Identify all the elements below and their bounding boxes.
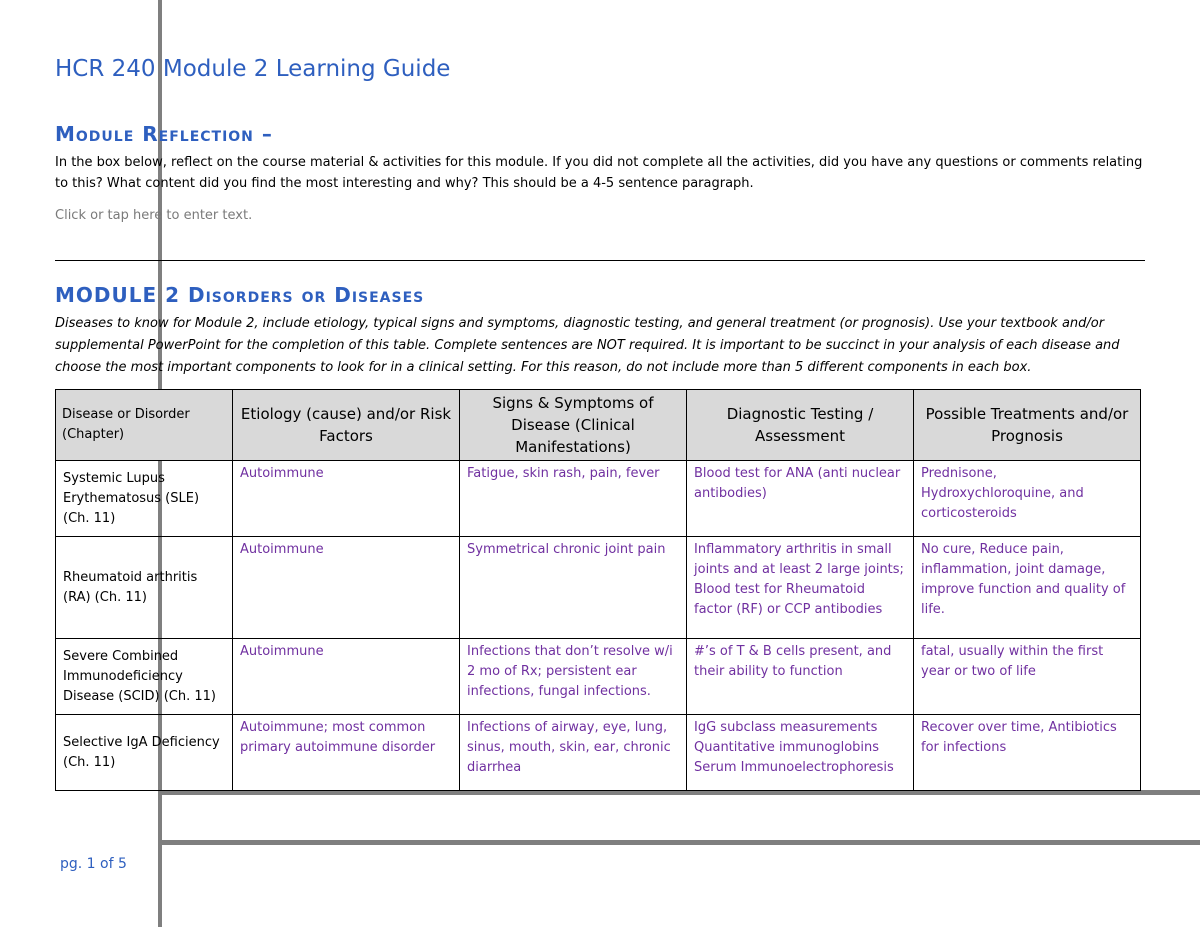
cell-etiology[interactable]: Autoimmune — [233, 639, 460, 715]
cell-etiology[interactable]: Autoimmune; most common primary autoimmune disorder — [233, 715, 460, 791]
header-disease: Disease or Disorder (Chapter) — [56, 390, 233, 461]
cell-etiology[interactable]: Autoimmune — [233, 461, 460, 537]
header-signs: Signs & Symptoms of Disease (Clinical Manifestations) — [460, 390, 687, 461]
table-row — [56, 639, 1141, 715]
cell-signs[interactable]: Fatigue, skin rash, pain, fever — [460, 461, 687, 537]
diseases-instructions: Diseases to know for Module 2, include etiology, typical signs and symptoms, diagnostic testing, and general treatment (or prognosis). Use your textbook and/or supplemental PowerPoint for the completion of this table. Complete sentences are NOT required. It is important to be succinct in your analysis of each disease and choose the most important components to look for in a clinical setting. For this reason, do not include more than 5 different components in each box. — [55, 316, 1120, 375]
document-title: HCR 240 Module 2 Learning Guide — [55, 56, 451, 82]
cell-etiology[interactable]: Autoimmune — [233, 537, 460, 639]
cell-disease: Severe Combined Immunodeficiency Disease (SCID) (Ch. 11) — [56, 639, 233, 715]
cell-diagnostic[interactable]: #’s of T & B cells present, and their ability to function — [687, 639, 914, 715]
cell-signs[interactable]: Infections of airway, eye, lung, sinus, mouth, skin, ear, chronic diarrhea — [460, 715, 687, 791]
table-row — [56, 537, 1141, 639]
cell-signs[interactable]: Infections that don’t resolve w/i 2 mo of Rx; persistent ear infections, fungal infections. — [460, 639, 687, 715]
cell-disease: Systemic Lupus Erythematosus (SLE) (Ch. 11) — [56, 461, 233, 537]
section-divider — [55, 260, 1145, 261]
page-number: pg. 1 of 5 — [60, 856, 127, 872]
header-diagnostic: Diagnostic Testing / Assessment — [687, 390, 914, 461]
reflection-instructions: In the box below, reflect on the course material & activities for this module. If you did not complete all the activities, did you have any questions or comments relating to this? What content did you find the most interesting and why? This should be a 4-5 sentence paragraph. — [55, 155, 1143, 191]
disease-table — [55, 389, 1141, 791]
cell-treatment[interactable]: No cure, Reduce pain, inflammation, joint damage, improve function and quality of life. — [914, 537, 1141, 639]
cell-disease: Selective IgA Deficiency (Ch. 11) — [56, 715, 233, 791]
cell-diagnostic[interactable]: Blood test for ANA (anti nuclear antibodies) — [687, 461, 914, 537]
cell-treatment[interactable]: Prednisone, Hydroxychloroquine, and corticosteroids — [914, 461, 1141, 537]
header-treatment: Possible Treatments and/or Prognosis — [914, 390, 1141, 461]
viewer-divider-horizontal-lower — [158, 840, 1200, 845]
diseases-heading: MODULE 2 Disorders or Diseases — [55, 283, 425, 307]
table-row — [56, 461, 1141, 537]
reflection-text-field[interactable]: Click or tap here to enter text. — [55, 208, 253, 223]
cell-treatment[interactable]: fatal, usually within the first year or two of life — [914, 639, 1141, 715]
cell-signs[interactable]: Symmetrical chronic joint pain — [460, 537, 687, 639]
cell-diagnostic[interactable]: Inflammatory arthritis in small joints and at least 2 large joints; Blood test for Rheumatoid factor (RF) or CCP antibodies — [687, 537, 914, 639]
cell-disease: Rheumatoid arthritis (RA) (Ch. 11) — [56, 537, 233, 639]
reflection-heading: Module Reflection – — [55, 122, 273, 146]
cell-diagnostic[interactable]: IgG subclass measurements Quantitative immunoglobins Serum Immunoelectrophoresis — [687, 715, 914, 791]
cell-treatment[interactable]: Recover over time, Antibiotics for infections — [914, 715, 1141, 791]
header-etiology: Etiology (cause) and/or Risk Factors — [233, 390, 460, 461]
table-header-row — [56, 390, 1141, 461]
table-row — [56, 715, 1141, 791]
